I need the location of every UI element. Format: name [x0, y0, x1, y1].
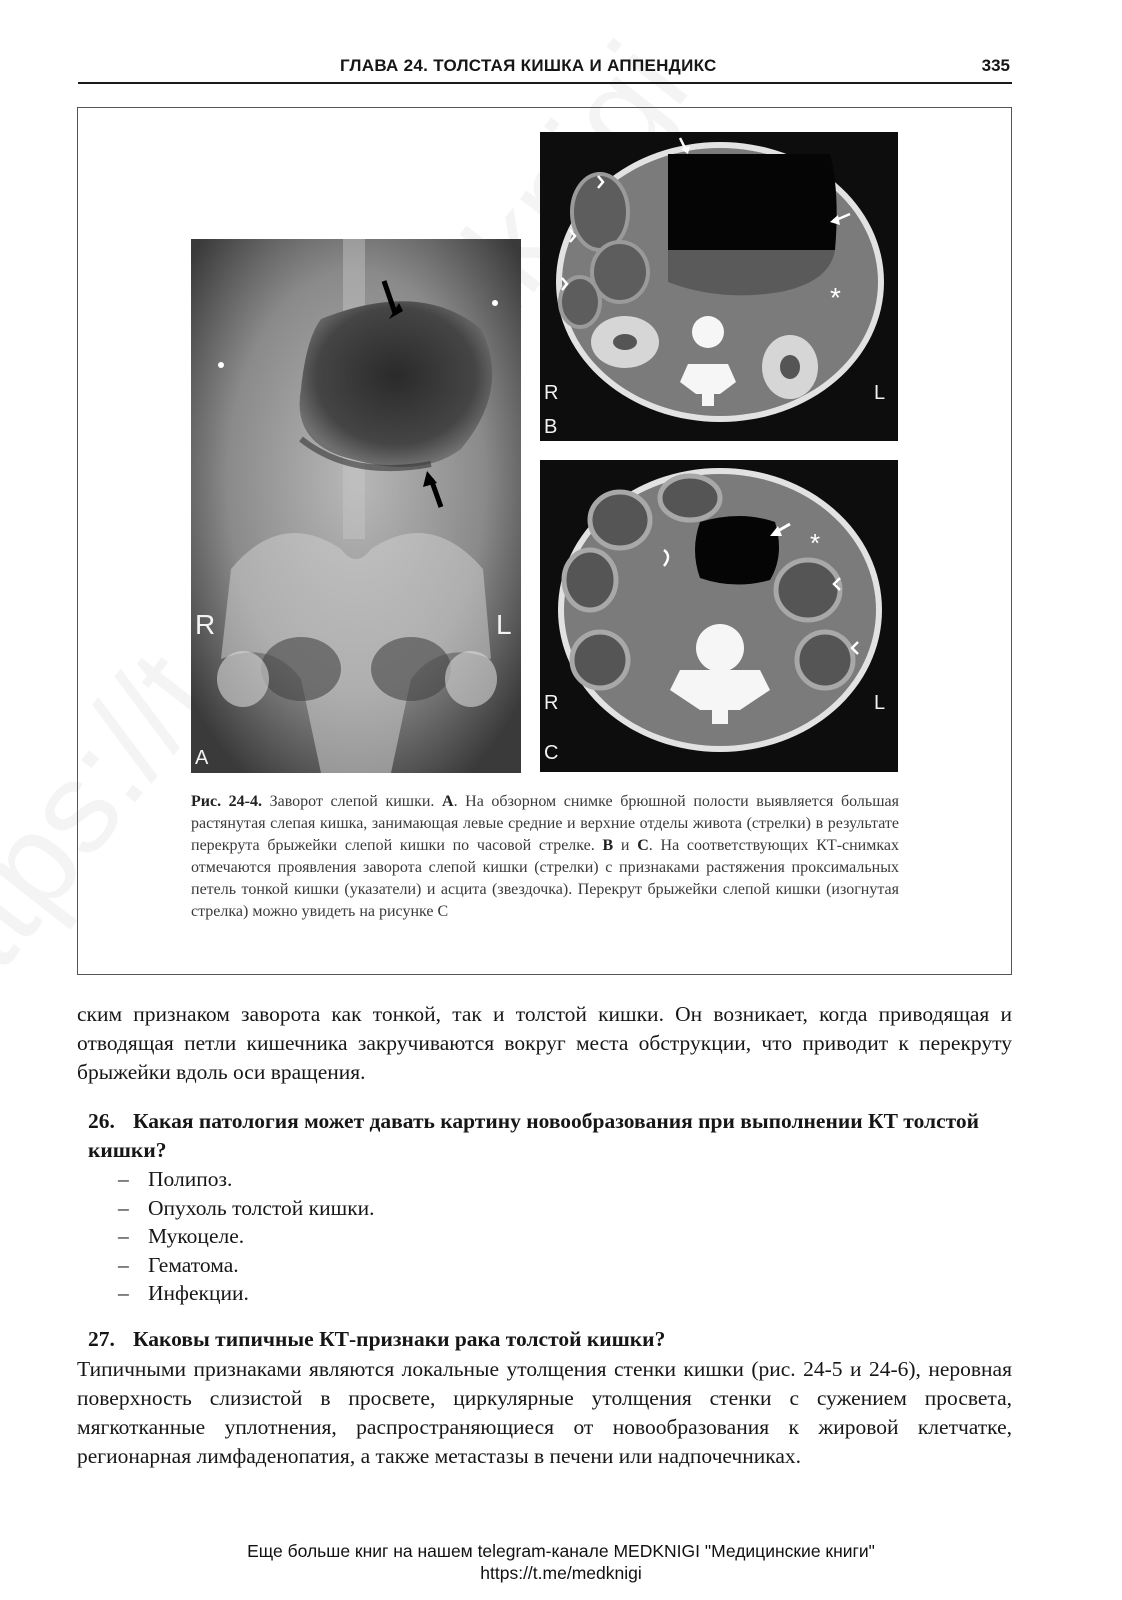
question-26-answers	[118, 1165, 718, 1308]
question-27-heading	[88, 1325, 1012, 1354]
footer	[0, 1540, 1122, 1584]
panel-b-letter: B	[544, 416, 558, 438]
panel-b-side-left: L	[874, 382, 886, 404]
panel-a-letter: A	[195, 747, 209, 769]
caption-ref-b: В	[602, 837, 614, 854]
running-header	[78, 54, 1012, 84]
panel-b-side-right: R	[544, 382, 559, 404]
panel-c-star: *	[810, 528, 821, 558]
list-item: – Мукоцеле.	[118, 1222, 718, 1251]
ct-panel-c	[540, 460, 898, 772]
panel-c-letter: C	[544, 742, 559, 764]
page-number: 335	[981, 56, 1010, 75]
list-item: – Инфекции.	[118, 1279, 718, 1308]
caption-text-3: и	[613, 837, 638, 854]
caption-label: Рис. 24-4.	[191, 793, 263, 810]
list-item: – Гематома.	[118, 1251, 718, 1280]
ct-panel-b	[540, 132, 898, 441]
list-item: – Полипоз.	[118, 1165, 718, 1194]
question-27-text: Каковы типичные КТ-признаки рака толстой кишки?	[133, 1327, 666, 1351]
ct-image-b	[540, 132, 898, 441]
panel-a-side-left: L	[496, 609, 512, 640]
question-26-text: Какая патология может давать картину новообразования при выполнении КТ толстой кишки?	[88, 1109, 980, 1162]
caption-text-4: . На соответствующих КТ-снимках отмечаются проявления заворота слепой кишки (стрелки) с признаками растяжения проксимальных петель тонкой кишки (указатели) и асцита (звездочка). Перекрут брыжейки слепой кишки (изогнутая стрелка) можно увидеть на рисунке С	[191, 837, 900, 920]
caption-text-2: . На обзорном снимке брюшной полости выявляется большая растянутая слепая кишка, занимающая левые средние и верхние отделы живота (стрелки) в результате перекрута брыжейки слепой кишки по часовой стрелке.	[191, 793, 899, 854]
question-27-number: 27.	[88, 1327, 115, 1351]
question-27-answer: Типичными признаками являются локальные утолщения стенки кишки (рис. 24-5 и 24-6), неровная поверхность слизистой в просвете, циркулярные утолщения стенки с сужением просвета, мягкотканные уплотнения, распространяющиеся от новообразования к жировой клетчатке, регионарная лимфаденопатия, а также метастазы в печени или надпочечниках.	[77, 1357, 1012, 1468]
panel-c-side-left: L	[874, 692, 886, 714]
figure-24-4	[77, 107, 1012, 975]
figure-caption	[191, 791, 899, 923]
xray-image	[191, 239, 521, 773]
panel-a-side-right: R	[195, 609, 216, 640]
caption-ref-c: С	[637, 837, 649, 854]
chapter-title: ГЛАВА 24. ТОЛСТАЯ КИШКА И АППЕНДИКС	[340, 56, 717, 75]
footer-link[interactable]: https://t.me/medknigi	[480, 1563, 642, 1583]
panel-b-star: *	[830, 282, 841, 313]
caption-text-1: Заворот слепой кишки.	[262, 793, 443, 810]
question-26-number: 26.	[88, 1109, 115, 1133]
footer-promo-text: Еще больше книг на нашем telegram-канале MEDKNIGI "Медицинские книги"	[247, 1541, 875, 1561]
caption-ref-a: А	[442, 793, 454, 810]
continued-paragraph: ским признаком заворота как тонкой, так и толстой кишки. Он возникает, когда приводящая и отводящая петли кишечника закручиваются вокруг места обструкции, что приводит к перекруту брыжейки вдоль оси вращения.	[77, 1002, 1012, 1084]
question-26-heading	[88, 1107, 1012, 1165]
ct-image-c	[540, 460, 898, 772]
xray-panel-a	[191, 239, 521, 773]
list-item: – Опухоль толстой кишки.	[118, 1194, 718, 1223]
panel-c-side-right: R	[544, 692, 559, 714]
